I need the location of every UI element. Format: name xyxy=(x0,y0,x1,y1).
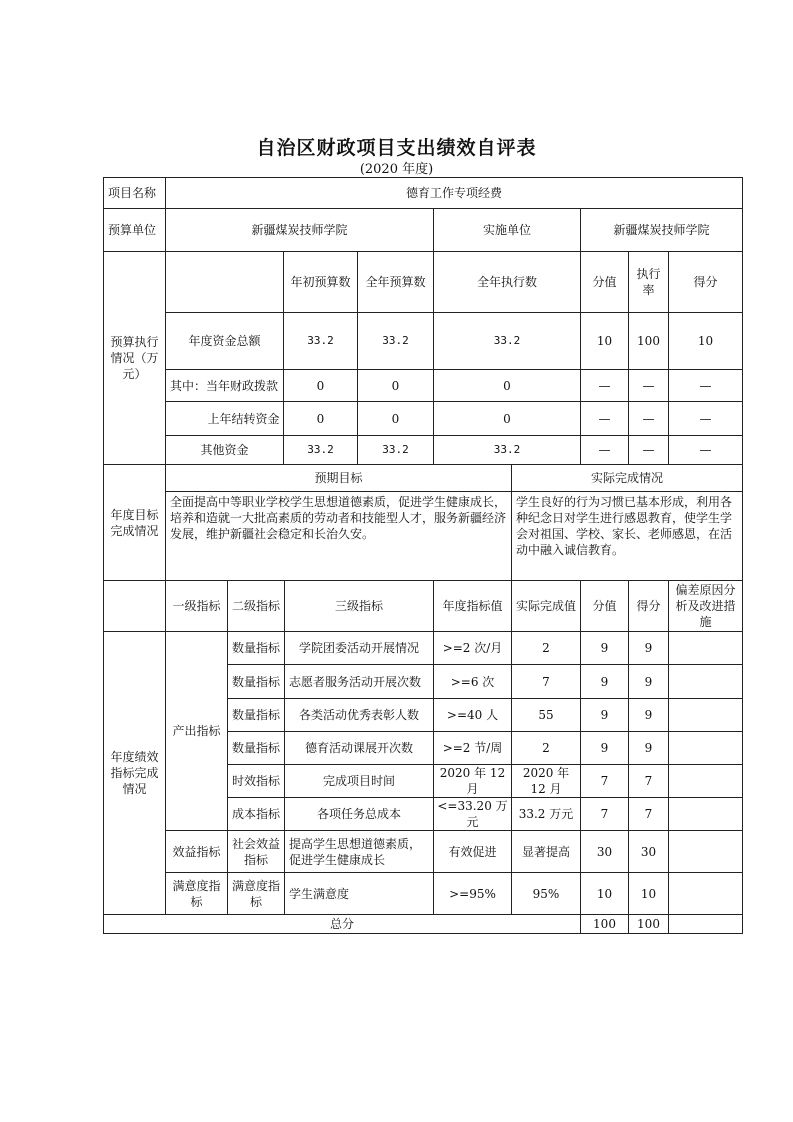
indicator-score: 30 xyxy=(628,830,669,873)
budget-row-score: 10 xyxy=(668,312,743,370)
project-name-label: 项目名称 xyxy=(103,177,166,209)
project-name-value: 德育工作专项经费 xyxy=(165,177,743,209)
budget-section-label: 预算执行情况（万元） xyxy=(103,251,166,465)
indicator-target: >=40 人 xyxy=(433,698,512,732)
indicator-score-value: 9 xyxy=(580,631,629,665)
indicator-level2: 数量指标 xyxy=(227,731,285,765)
indicator-score-value: 9 xyxy=(580,664,629,699)
indicator-score-value: 7 xyxy=(580,797,629,831)
budget-row-annual: 33.2 xyxy=(357,435,434,465)
indicator-actual: 55 xyxy=(511,698,581,732)
indicator-target: >=2 次/月 xyxy=(433,631,512,665)
indicator-header-blank xyxy=(103,580,166,632)
indicator-actual: 7 xyxy=(511,664,581,699)
indicator-header-score: 得分 xyxy=(628,580,669,632)
budget-row-rate: 100 xyxy=(628,312,669,370)
budget-row-executed: 33.2 xyxy=(433,312,581,370)
page-subtitle: (2020 年度) xyxy=(359,162,434,177)
indicator-deviation xyxy=(668,731,743,765)
indicator-actual: 95% xyxy=(511,872,581,915)
budget-unit-value: 新疆煤炭技师学院 xyxy=(165,208,434,252)
indicator-score-value: 7 xyxy=(580,764,629,798)
indicator-score: 9 xyxy=(628,698,669,732)
budget-header-annual: 全年预算数 xyxy=(357,251,434,313)
budget-row-executed: 0 xyxy=(433,401,581,436)
indicator-level2: 数量指标 xyxy=(227,631,285,665)
indicator-actual: 2020 年 12 月 xyxy=(511,764,581,798)
total-label: 总分 xyxy=(103,914,581,934)
indicator-level3: 学院团委活动开展情况 xyxy=(284,631,434,665)
indicator-score-value: 9 xyxy=(580,698,629,732)
indicator-score: 9 xyxy=(628,631,669,665)
budget-row-label: 年度资金总额 xyxy=(165,312,284,370)
indicator-level3: 德育活动课展开次数 xyxy=(284,731,434,765)
indicator-deviation xyxy=(668,872,743,915)
expected-goal-header: 预期目标 xyxy=(165,464,512,492)
budget-row-label: 其他资金 xyxy=(165,435,284,465)
budget-row-initial: 0 xyxy=(283,401,358,436)
budget-row-label: 上年结转资金 xyxy=(165,401,284,436)
total-score: 100 xyxy=(628,914,669,934)
indicator-deviation xyxy=(668,830,743,873)
budget-header-initial: 年初预算数 xyxy=(283,251,358,313)
indicator-level2: 成本指标 xyxy=(227,797,285,831)
indicator-actual: 显著提高 xyxy=(511,830,581,873)
budget-row-annual: 0 xyxy=(357,401,434,436)
indicator-score-value: 10 xyxy=(580,872,629,915)
budget-row-initial: 33.2 xyxy=(283,435,358,465)
indicator-level3: 完成项目时间 xyxy=(284,764,434,798)
indicator-deviation xyxy=(668,664,743,699)
indicator-target: >=6 次 xyxy=(433,664,512,699)
indicator-deviation xyxy=(668,698,743,732)
indicator-target: <=33.20 万元 xyxy=(433,797,512,831)
budget-header-score: 得分 xyxy=(668,251,743,313)
budget-row-score: — xyxy=(668,435,743,465)
expected-goal-text: 全面提高中等职业学校学生思想道德素质，促进学生健康成长，培养和造就一大批高素质的劳动者和技能型人才，服务新疆经济发展，维护新疆社会稳定和长治久安。 xyxy=(165,491,512,581)
budget-row-rate: — xyxy=(628,401,669,436)
indicator-target: 2020 年 12 月 xyxy=(433,764,512,798)
budget-row-label: 其中：当年财政拨款 xyxy=(165,369,284,402)
indicator-target: >=95% xyxy=(433,872,512,915)
total-score-value: 100 xyxy=(580,914,629,934)
indicator-score: 9 xyxy=(628,731,669,765)
indicators-section-label: 年度绩效指标完成情况 xyxy=(103,631,166,915)
goals-section-label: 年度目标完成情况 xyxy=(103,464,166,581)
budget-header-rate: 执行率 xyxy=(628,251,669,313)
output-indicator-group: 产出指标 xyxy=(165,631,228,831)
indicator-level3: 学生满意度 xyxy=(284,872,434,915)
indicator-header-level2: 二级指标 xyxy=(227,580,285,632)
budget-unit-label: 预算单位 xyxy=(103,208,166,252)
indicator-header-level1: 一级指标 xyxy=(165,580,228,632)
budget-row-score: — xyxy=(668,401,743,436)
indicator-score: 7 xyxy=(628,764,669,798)
budget-row-annual: 33.2 xyxy=(357,312,434,370)
indicator-header-deviation: 偏差原因分析及改进措施 xyxy=(668,580,743,632)
indicator-level2: 数量指标 xyxy=(227,664,285,699)
indicator-deviation xyxy=(668,797,743,831)
budget-row-executed: 33.2 xyxy=(433,435,581,465)
budget-row-rate: — xyxy=(628,369,669,402)
indicator-score: 7 xyxy=(628,797,669,831)
indicator-level3: 志愿者服务活动开展次数 xyxy=(284,664,434,699)
indicator-actual: 2 xyxy=(511,631,581,665)
indicator-level2: 数量指标 xyxy=(227,698,285,732)
indicator-level3: 提高学生思想道德素质，促进学生健康成长 xyxy=(284,830,434,873)
indicator-header-score-value: 分值 xyxy=(580,580,629,632)
budget-header-executed: 全年执行数 xyxy=(433,251,581,313)
impl-unit-value: 新疆煤炭技师学院 xyxy=(580,208,743,252)
actual-goal-header: 实际完成情况 xyxy=(511,464,743,492)
indicator-actual: 2 xyxy=(511,731,581,765)
indicator-level3: 各类活动优秀表彰人数 xyxy=(284,698,434,732)
budget-row-annual: 0 xyxy=(357,369,434,402)
budget-row-rate: — xyxy=(628,435,669,465)
indicator-score: 10 xyxy=(628,872,669,915)
benefit-indicator-group: 效益指标 xyxy=(165,830,228,873)
indicator-deviation xyxy=(668,764,743,798)
budget-row-score-value: — xyxy=(580,369,629,402)
total-deviation xyxy=(668,914,743,934)
budget-row-initial: 0 xyxy=(283,369,358,402)
budget-header-score-value: 分值 xyxy=(580,251,629,313)
indicator-level2: 社会效益指标 xyxy=(227,830,285,873)
indicator-level2: 时效指标 xyxy=(227,764,285,798)
impl-unit-label: 实施单位 xyxy=(433,208,581,252)
indicator-header-level3: 三级指标 xyxy=(284,580,434,632)
indicator-score: 9 xyxy=(628,664,669,699)
indicator-actual: 33.2 万元 xyxy=(511,797,581,831)
budget-row-score-value: — xyxy=(580,435,629,465)
budget-row-initial: 33.2 xyxy=(283,312,358,370)
budget-header-blank xyxy=(165,251,284,313)
satisfaction-indicator-group: 满意度指标 xyxy=(165,872,228,915)
budget-row-score-value: 10 xyxy=(580,312,629,370)
page-title: 自治区财政项目支出绩效自评表 xyxy=(256,137,537,159)
budget-row-executed: 0 xyxy=(433,369,581,402)
indicator-score-value: 9 xyxy=(580,731,629,765)
indicator-level2: 满意度指标 xyxy=(227,872,285,915)
budget-row-score: — xyxy=(668,369,743,402)
budget-row-score-value: — xyxy=(580,401,629,436)
indicator-header-target: 年度指标值 xyxy=(433,580,512,632)
indicator-score-value: 30 xyxy=(580,830,629,873)
indicator-level3: 各项任务总成本 xyxy=(284,797,434,831)
indicator-target: >=2 节/周 xyxy=(433,731,512,765)
indicator-header-actual: 实际完成值 xyxy=(511,580,581,632)
indicator-deviation xyxy=(668,631,743,665)
indicator-target: 有效促进 xyxy=(433,830,512,873)
actual-goal-text: 学生良好的行为习惯已基本形成，利用各种纪念日对学生进行感恩教育，使学生学会对祖国、学校、家长、老师感恩，在活动中融入诚信教育。 xyxy=(511,491,743,581)
